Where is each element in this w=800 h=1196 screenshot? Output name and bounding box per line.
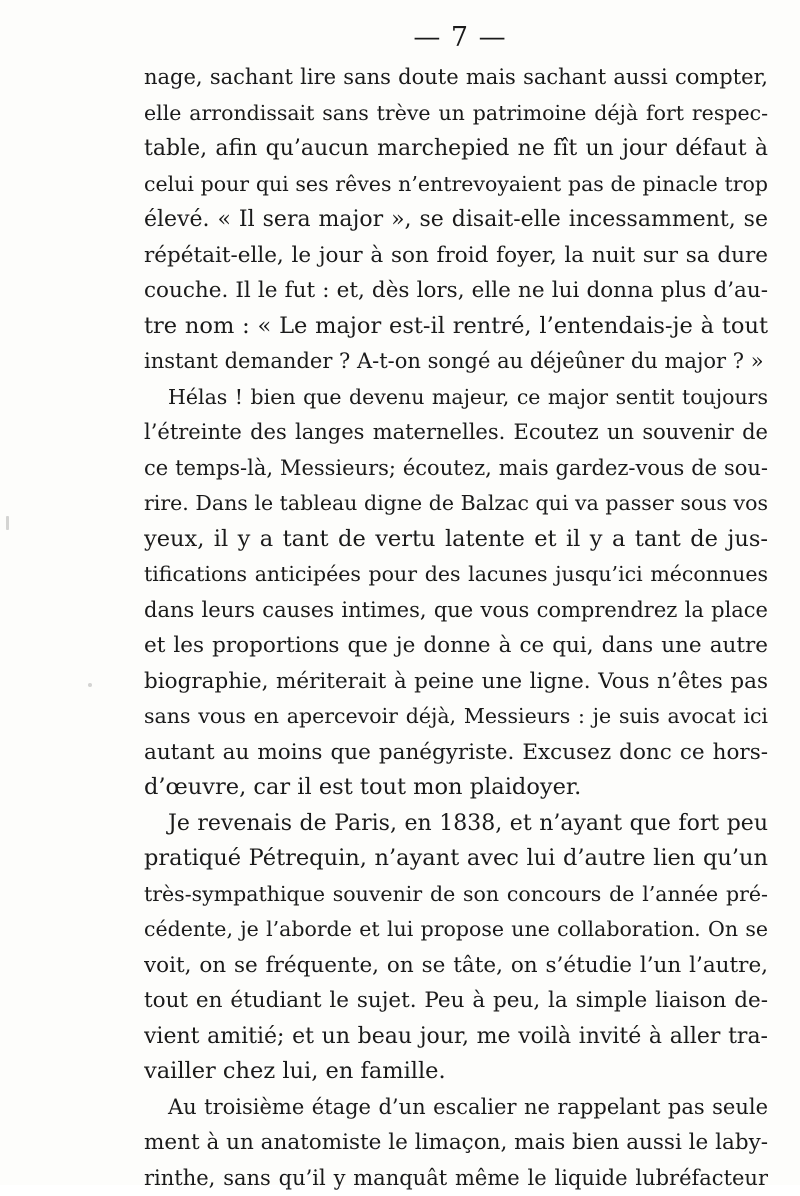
text-line: yeux, il y a tant de vertu latente et il y a tant de jus-: [144, 522, 768, 558]
text-line: vient amitié; et un beau jour, me voilà invité à aller tra-: [144, 1019, 768, 1055]
text-line: cédente, je l’aborde et lui propose une collaboration. On se: [144, 912, 768, 948]
text-line: tout en étudiant le sujet. Peu à peu, la simple liaison de-: [144, 983, 768, 1019]
text-line: répétait-elle, le jour à son froid foyer, la nuit sur sa dure: [144, 238, 768, 274]
text-line: très-sympathique souvenir de son concours de l’année pré-: [144, 877, 768, 913]
body-text: [144, 60, 768, 1196]
text-line: ment à un anatomiste le limaçon, mais bien aussi le laby-: [144, 1125, 768, 1161]
text-line: biographie, mériterait à peine une ligne. Vous n’êtes pas: [144, 664, 768, 700]
text-line: d’œuvre, car il est tout mon plaidoyer.: [144, 770, 768, 806]
text-line: vailler chez lui, en famille.: [144, 1054, 768, 1090]
text-line: rire. Dans le tableau digne de Balzac qui va passer sous vos: [144, 486, 768, 522]
text-line: tre nom : « Le major est-il rentré, l’entendais-je à tout: [144, 309, 768, 345]
text-line: elle arrondissait sans trève un patrimoine déjà fort respec-: [144, 96, 768, 132]
text-line: tifications anticipées pour des lacunes jusqu’ici méconnues: [144, 557, 768, 593]
text-line: l’étreinte des langes maternelles. Ecoutez un souvenir de: [144, 415, 768, 451]
text-line: et les proportions que je donne à ce qui, dans une autre: [144, 628, 768, 664]
page-number: — 7 —: [0, 22, 800, 53]
text-line: autant au moins que panégyriste. Excusez donc ce hors-: [144, 735, 768, 771]
text-line: pratiqué Pétrequin, n’ayant avec lui d’autre lien qu’un: [144, 841, 768, 877]
scan-speck: [6, 516, 9, 530]
text-line: voit, on se fréquente, on se tâte, on s’étudie l’un l’autre,: [144, 948, 768, 984]
text-line: Je revenais de Paris, en 1838, et n’ayant que fort peu: [144, 806, 768, 842]
text-line: celui pour qui ses rêves n’entrevoyaient pas de pinacle trop: [144, 167, 768, 203]
text-line: instant demander ? A-t-on songé au déjeûner du major ? »: [144, 344, 768, 380]
scan-speck: [88, 683, 92, 687]
text-line: table, afin qu’aucun marchepied ne fît un jour défaut à: [144, 131, 768, 167]
text-line: rinthe, sans qu’il y manquât même le liquide lubréfacteur: [144, 1161, 768, 1196]
text-line: Hélas ! bien que devenu majeur, ce major sentit toujours: [144, 380, 768, 416]
text-line: Au troisième étage d’un escalier ne rappelant pas seule: [144, 1090, 768, 1126]
text-line: couche. Il le fut : et, dès lors, elle ne lui donna plus d’au-: [144, 273, 768, 309]
text-line: dans leurs causes intimes, que vous comprendrez la place: [144, 593, 768, 629]
text-line: nage, sachant lire sans doute mais sachant aussi compter,: [144, 60, 768, 96]
text-line: élevé. « Il sera major », se disait-elle incessamment, se: [144, 202, 768, 238]
text-line: sans vous en apercevoir déjà, Messieurs : je suis avocat ici: [144, 699, 768, 735]
text-line: ce temps-là, Messieurs; écoutez, mais gardez-vous de sou-: [144, 451, 768, 487]
